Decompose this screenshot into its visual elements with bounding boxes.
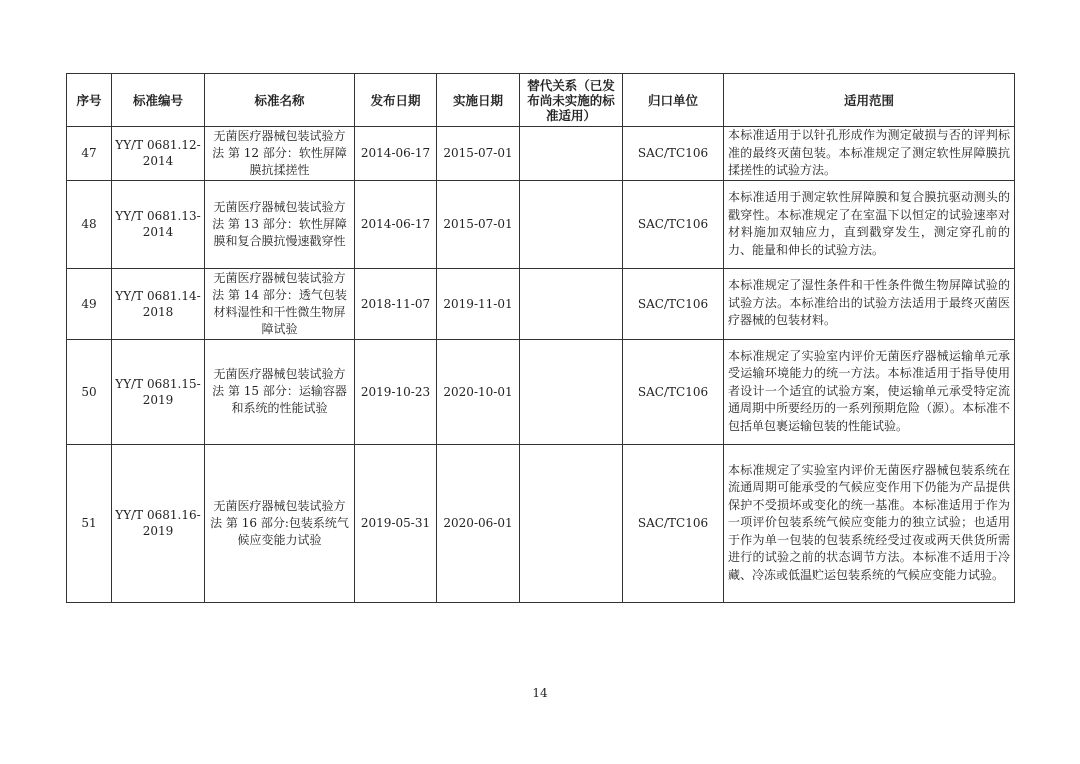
cell-replacement xyxy=(520,339,623,444)
header-unit: 归口单位 xyxy=(623,74,724,127)
table-row xyxy=(67,268,1015,339)
cell-name: 无菌医疗器械包装试验方法 第 16 部分:包装系统气候应变能力试验 xyxy=(205,444,355,602)
cell-unit: SAC/TC106 xyxy=(623,444,724,602)
cell-name: 无菌医疗器械包装试验方法 第 13 部分：软性屏障膜和复合膜抗慢速戳穿性 xyxy=(205,180,355,268)
cell-replacement xyxy=(520,444,623,602)
header-seq: 序号 xyxy=(67,74,112,127)
page-number: 14 xyxy=(532,686,548,700)
header-effective: 实施日期 xyxy=(437,74,520,127)
cell-replacement xyxy=(520,180,623,268)
cell-effective: 2015-07-01 xyxy=(437,180,520,268)
standards-table xyxy=(66,73,1015,603)
cell-published: 2018-11-07 xyxy=(355,268,437,339)
cell-name: 无菌医疗器械包装试验方法 第 15 部分：运输容器和系统的性能试验 xyxy=(205,339,355,444)
cell-scope: 本标准规定了湿性条件和干性条件微生物屏障试验的试验方法。本标准给出的试验方法适用于最终灭菌医疗器械的包装材料。 xyxy=(724,268,1015,339)
cell-scope: 本标准规定了实验室内评价无菌医疗器械包装系统在流通周期可能承受的气候应变作用下仍能为产品提供保护不受损坏或变化的统一基准。本标准适用于作为一项评价包装系统气候应变能力的独立试验；也适用于作为单一包装的包装系统经受过夜或两天供货所需进行的试验之前的状态调节方法。本标准不适用于冷藏、冷冻或低温贮运包装系统的气候应变能力试验。 xyxy=(724,444,1015,602)
cell-published: 2019-05-31 xyxy=(355,444,437,602)
cell-effective: 2019-11-01 xyxy=(437,268,520,339)
cell-scope: 本标准规定了实验室内评价无菌医疗器械运输单元承受运输环境能力的统一方法。本标准适用于指导使用者设计一个适宜的试验方案，使运输单元承受特定流通周期中所要经历的一系列预期危险（源）。本标准不包括单包裹运输包装的性能试验。 xyxy=(724,339,1015,444)
cell-published: 2014-06-17 xyxy=(355,180,437,268)
cell-published: 2014-06-17 xyxy=(355,127,437,181)
header-number: 标准编号 xyxy=(112,74,205,127)
cell-unit: SAC/TC106 xyxy=(623,268,724,339)
table-row xyxy=(67,339,1015,444)
cell-effective: 2020-10-01 xyxy=(437,339,520,444)
table-row xyxy=(67,444,1015,602)
cell-name: 无菌医疗器械包装试验方法 第 12 部分：软性屏障膜抗揉搓性 xyxy=(205,127,355,181)
table-header-row xyxy=(67,74,1015,127)
header-replacement: 替代关系（已发布尚未实施的标准适用） xyxy=(520,74,623,127)
cell-seq: 50 xyxy=(67,339,112,444)
cell-seq: 48 xyxy=(67,180,112,268)
cell-published: 2019-10-23 xyxy=(355,339,437,444)
cell-effective: 2020-06-01 xyxy=(437,444,520,602)
header-scope: 适用范围 xyxy=(724,74,1015,127)
cell-number: YY/T 0681.14-2018 xyxy=(112,268,205,339)
cell-number: YY/T 0681.12-2014 xyxy=(112,127,205,181)
cell-scope: 本标准适用于测定软性屏障膜和复合膜抗驱动测头的戳穿性。本标准规定了在室温下以恒定的试验速率对材料施加双轴应力，直到戳穿发生，测定穿孔前的力、能量和伸长的试验方法。 xyxy=(724,180,1015,268)
cell-seq: 49 xyxy=(67,268,112,339)
cell-effective: 2015-07-01 xyxy=(437,127,520,181)
table-row xyxy=(67,127,1015,181)
header-name: 标准名称 xyxy=(205,74,355,127)
cell-seq: 47 xyxy=(67,127,112,181)
cell-unit: SAC/TC106 xyxy=(623,339,724,444)
table-row xyxy=(67,180,1015,268)
cell-replacement xyxy=(520,268,623,339)
cell-number: YY/T 0681.16-2019 xyxy=(112,444,205,602)
cell-name: 无菌医疗器械包装试验方法 第 14 部分：透气包装材料湿性和干性微生物屏障试验 xyxy=(205,268,355,339)
cell-number: YY/T 0681.15-2019 xyxy=(112,339,205,444)
cell-replacement xyxy=(520,127,623,181)
cell-scope: 本标准适用于以针孔形成作为测定破损与否的评判标准的最终灭菌包装。本标准规定了测定软性屏障膜抗揉搓性的试验方法。 xyxy=(724,127,1015,181)
cell-unit: SAC/TC106 xyxy=(623,127,724,181)
cell-seq: 51 xyxy=(67,444,112,602)
header-published: 发布日期 xyxy=(355,74,437,127)
cell-number: YY/T 0681.13-2014 xyxy=(112,180,205,268)
cell-unit: SAC/TC106 xyxy=(623,180,724,268)
